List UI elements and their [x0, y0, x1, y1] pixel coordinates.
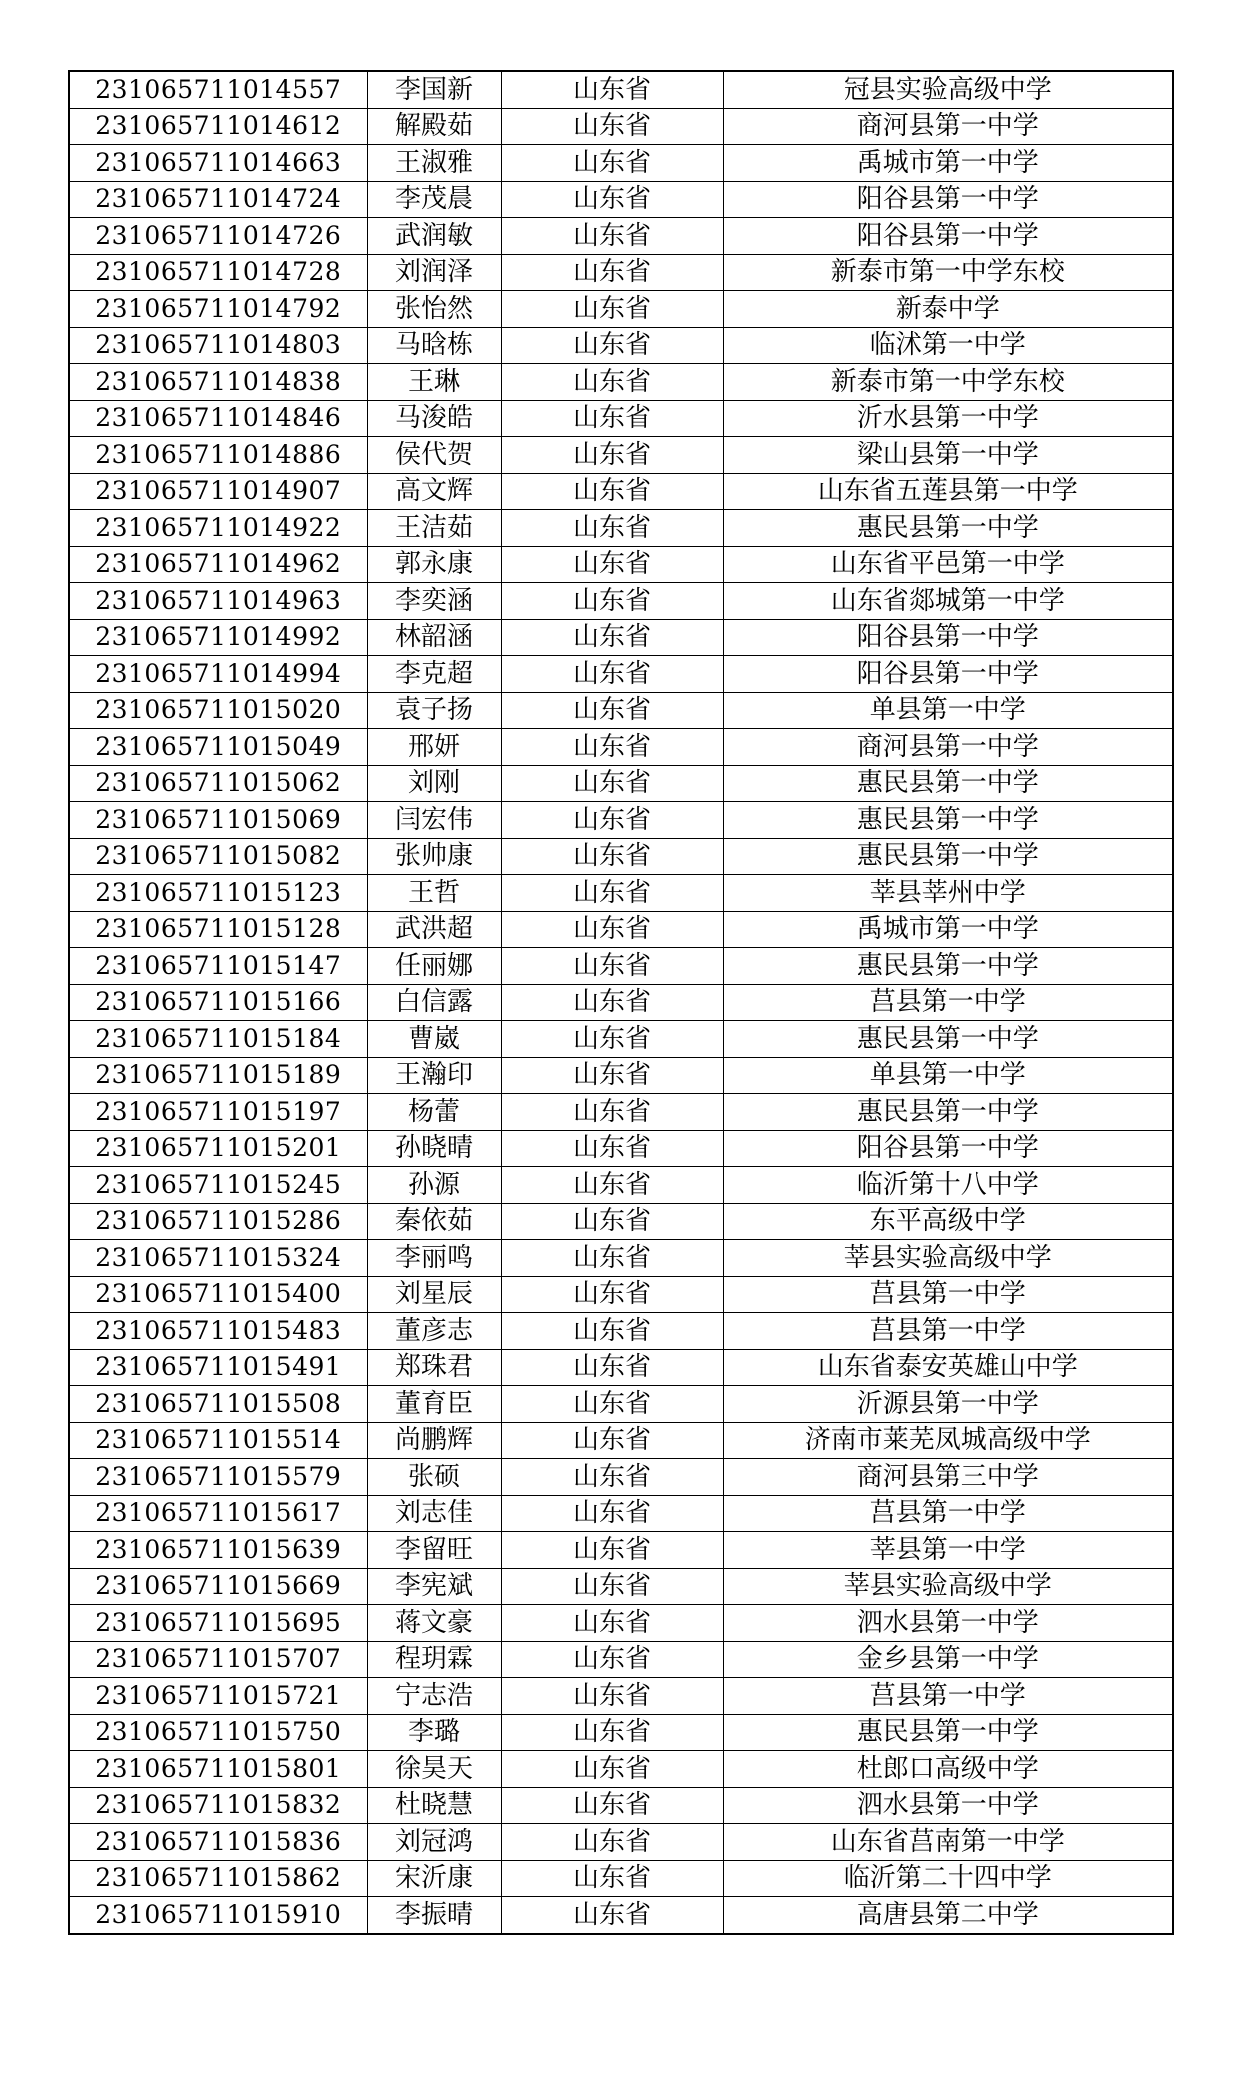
school-cell: 山东省莒南第一中学: [723, 1824, 1173, 1861]
exam-id-cell: 231065711014838: [69, 364, 367, 401]
student-name-cell: 白信露: [367, 984, 501, 1021]
school-cell: 山东省平邑第一中学: [723, 546, 1173, 583]
school-cell: 单县第一中学: [723, 1057, 1173, 1094]
exam-id-cell: 231065711014728: [69, 254, 367, 291]
student-name-cell: 马浚皓: [367, 400, 501, 437]
school-cell: 惠民县第一中学: [723, 1094, 1173, 1131]
province-cell: 山东省: [501, 875, 723, 912]
exam-id-cell: 231065711015123: [69, 875, 367, 912]
table-row: [69, 1276, 1173, 1313]
student-name-cell: 侯代贺: [367, 437, 501, 474]
school-cell: 新泰中学: [723, 291, 1173, 328]
exam-id-cell: 231065711015707: [69, 1641, 367, 1678]
school-cell: 金乡县第一中学: [723, 1641, 1173, 1678]
school-cell: 莒县第一中学: [723, 1276, 1173, 1313]
student-name-cell: 李留旺: [367, 1532, 501, 1569]
table-row: [69, 327, 1173, 364]
province-cell: 山东省: [501, 619, 723, 656]
exam-id-cell: 231065711015508: [69, 1386, 367, 1423]
school-cell: 新泰市第一中学东校: [723, 364, 1173, 401]
table-row: [69, 437, 1173, 474]
exam-id-cell: 231065711015201: [69, 1130, 367, 1167]
table-row: [69, 1349, 1173, 1386]
student-name-cell: 李国新: [367, 71, 501, 108]
exam-id-cell: 231065711015639: [69, 1532, 367, 1569]
school-cell: 商河县第一中学: [723, 108, 1173, 145]
exam-id-cell: 231065711015020: [69, 692, 367, 729]
student-name-cell: 高文辉: [367, 473, 501, 510]
table-row: [69, 364, 1173, 401]
student-name-cell: 武洪超: [367, 911, 501, 948]
student-name-cell: 王琳: [367, 364, 501, 401]
student-name-cell: 蒋文豪: [367, 1605, 501, 1642]
student-name-cell: 刘润泽: [367, 254, 501, 291]
table-row: [69, 875, 1173, 912]
exam-id-cell: 231065711015049: [69, 729, 367, 766]
exam-id-cell: 231065711015832: [69, 1787, 367, 1824]
school-cell: 临沂第十八中学: [723, 1167, 1173, 1204]
province-cell: 山东省: [501, 1276, 723, 1313]
exam-id-cell: 231065711015695: [69, 1605, 367, 1642]
student-name-cell: 郑珠君: [367, 1349, 501, 1386]
student-name-cell: 王淑雅: [367, 145, 501, 182]
exam-id-cell: 231065711015069: [69, 802, 367, 839]
school-cell: 惠民县第一中学: [723, 838, 1173, 875]
school-cell: 商河县第三中学: [723, 1459, 1173, 1496]
student-name-cell: 张怡然: [367, 291, 501, 328]
exam-id-cell: 231065711015197: [69, 1094, 367, 1131]
school-cell: 冠县实验高级中学: [723, 71, 1173, 108]
school-cell: 惠民县第一中学: [723, 802, 1173, 839]
student-name-cell: 袁子扬: [367, 692, 501, 729]
province-cell: 山东省: [501, 1824, 723, 1861]
exam-id-cell: 231065711015286: [69, 1203, 367, 1240]
student-name-cell: 闫宏伟: [367, 802, 501, 839]
table-row: [69, 1714, 1173, 1751]
student-name-cell: 杨蕾: [367, 1094, 501, 1131]
exam-id-cell: 231065711015483: [69, 1313, 367, 1350]
province-cell: 山东省: [501, 1897, 723, 1934]
exam-id-cell: 231065711014724: [69, 181, 367, 218]
province-cell: 山东省: [501, 400, 723, 437]
school-cell: 莘县实验高级中学: [723, 1568, 1173, 1605]
province-cell: 山东省: [501, 984, 723, 1021]
student-name-cell: 李奕涵: [367, 583, 501, 620]
exam-id-cell: 231065711015189: [69, 1057, 367, 1094]
table-row: [69, 692, 1173, 729]
school-cell: 山东省郯城第一中学: [723, 583, 1173, 620]
province-cell: 山东省: [501, 327, 723, 364]
school-cell: 单县第一中学: [723, 692, 1173, 729]
roster-body: [69, 71, 1173, 1934]
exam-id-cell: 231065711014663: [69, 145, 367, 182]
school-cell: 济南市莱芜凤城高级中学: [723, 1422, 1173, 1459]
student-name-cell: 秦依茹: [367, 1203, 501, 1240]
student-name-cell: 武润敏: [367, 218, 501, 255]
student-name-cell: 马晗栋: [367, 327, 501, 364]
student-name-cell: 曹崴: [367, 1021, 501, 1058]
table-row: [69, 984, 1173, 1021]
student-name-cell: 徐昊天: [367, 1751, 501, 1788]
school-cell: 莒县第一中学: [723, 1313, 1173, 1350]
school-cell: 新泰市第一中学东校: [723, 254, 1173, 291]
province-cell: 山东省: [501, 1094, 723, 1131]
student-name-cell: 王哲: [367, 875, 501, 912]
school-cell: 东平高级中学: [723, 1203, 1173, 1240]
student-name-cell: 张硕: [367, 1459, 501, 1496]
province-cell: 山东省: [501, 583, 723, 620]
table-row: [69, 911, 1173, 948]
student-name-cell: 刘星辰: [367, 1276, 501, 1313]
student-name-cell: 张帅康: [367, 838, 501, 875]
province-cell: 山东省: [501, 1240, 723, 1277]
exam-id-cell: 231065711015801: [69, 1751, 367, 1788]
exam-id-cell: 231065711014557: [69, 71, 367, 108]
table-row: [69, 1605, 1173, 1642]
province-cell: 山东省: [501, 145, 723, 182]
exam-id-cell: 231065711015324: [69, 1240, 367, 1277]
school-cell: 阳谷县第一中学: [723, 619, 1173, 656]
province-cell: 山东省: [501, 1678, 723, 1715]
school-cell: 泗水县第一中学: [723, 1787, 1173, 1824]
province-cell: 山东省: [501, 108, 723, 145]
province-cell: 山东省: [501, 656, 723, 693]
table-row: [69, 1641, 1173, 1678]
exam-id-cell: 231065711015862: [69, 1860, 367, 1897]
province-cell: 山东省: [501, 1021, 723, 1058]
table-row: [69, 71, 1173, 108]
province-cell: 山东省: [501, 911, 723, 948]
province-cell: 山东省: [501, 1532, 723, 1569]
province-cell: 山东省: [501, 1568, 723, 1605]
table-row: [69, 145, 1173, 182]
school-cell: 莒县第一中学: [723, 984, 1173, 1021]
province-cell: 山东省: [501, 1459, 723, 1496]
table-row: [69, 1568, 1173, 1605]
table-row: [69, 1495, 1173, 1532]
exam-id-cell: 231065711015128: [69, 911, 367, 948]
student-name-cell: 宋沂康: [367, 1860, 501, 1897]
table-row: [69, 1313, 1173, 1350]
province-cell: 山东省: [501, 692, 723, 729]
student-name-cell: 董育臣: [367, 1386, 501, 1423]
student-name-cell: 解殿茹: [367, 108, 501, 145]
province-cell: 山东省: [501, 71, 723, 108]
table-row: [69, 1532, 1173, 1569]
student-name-cell: 李宪斌: [367, 1568, 501, 1605]
school-cell: 阳谷县第一中学: [723, 1130, 1173, 1167]
province-cell: 山东省: [501, 1495, 723, 1532]
exam-id-cell: 231065711014963: [69, 583, 367, 620]
province-cell: 山东省: [501, 838, 723, 875]
exam-id-cell: 231065711014803: [69, 327, 367, 364]
school-cell: 泗水县第一中学: [723, 1605, 1173, 1642]
exam-id-cell: 231065711015617: [69, 1495, 367, 1532]
school-cell: 临沂第二十四中学: [723, 1860, 1173, 1897]
table-row: [69, 802, 1173, 839]
student-name-cell: 董彦志: [367, 1313, 501, 1350]
exam-id-cell: 231065711015514: [69, 1422, 367, 1459]
student-name-cell: 刘冠鸿: [367, 1824, 501, 1861]
table-row: [69, 838, 1173, 875]
exam-id-cell: 231065711015750: [69, 1714, 367, 1751]
table-row: [69, 510, 1173, 547]
student-name-cell: 林韶涵: [367, 619, 501, 656]
table-row: [69, 948, 1173, 985]
province-cell: 山东省: [501, 729, 723, 766]
exam-id-cell: 231065711014994: [69, 656, 367, 693]
school-cell: 惠民县第一中学: [723, 765, 1173, 802]
school-cell: 禹城市第一中学: [723, 145, 1173, 182]
exam-id-cell: 231065711014612: [69, 108, 367, 145]
table-row: [69, 1240, 1173, 1277]
school-cell: 禹城市第一中学: [723, 911, 1173, 948]
exam-id-cell: 231065711014726: [69, 218, 367, 255]
table-row: [69, 400, 1173, 437]
table-row: [69, 1094, 1173, 1131]
province-cell: 山东省: [501, 1167, 723, 1204]
table-row: [69, 254, 1173, 291]
school-cell: 沂源县第一中学: [723, 1386, 1173, 1423]
exam-id-cell: 231065711015062: [69, 765, 367, 802]
student-name-cell: 李茂晨: [367, 181, 501, 218]
school-cell: 高唐县第二中学: [723, 1897, 1173, 1934]
table-row: [69, 291, 1173, 328]
school-cell: 莒县第一中学: [723, 1495, 1173, 1532]
student-name-cell: 王瀚印: [367, 1057, 501, 1094]
table-row: [69, 1203, 1173, 1240]
province-cell: 山东省: [501, 1313, 723, 1350]
province-cell: 山东省: [501, 1714, 723, 1751]
table-row: [69, 583, 1173, 620]
school-cell: 阳谷县第一中学: [723, 181, 1173, 218]
school-cell: 惠民县第一中学: [723, 1021, 1173, 1058]
school-cell: 莒县第一中学: [723, 1678, 1173, 1715]
exam-id-cell: 231065711015491: [69, 1349, 367, 1386]
table-row: [69, 1824, 1173, 1861]
student-name-cell: 刘刚: [367, 765, 501, 802]
school-cell: 商河县第一中学: [723, 729, 1173, 766]
student-name-cell: 宁志浩: [367, 1678, 501, 1715]
exam-id-cell: 231065711014962: [69, 546, 367, 583]
exam-id-cell: 231065711015082: [69, 838, 367, 875]
student-name-cell: 李丽鸣: [367, 1240, 501, 1277]
province-cell: 山东省: [501, 291, 723, 328]
province-cell: 山东省: [501, 1751, 723, 1788]
exam-id-cell: 231065711015184: [69, 1021, 367, 1058]
exam-id-cell: 231065711014992: [69, 619, 367, 656]
school-cell: 临沭第一中学: [723, 327, 1173, 364]
school-cell: 阳谷县第一中学: [723, 218, 1173, 255]
school-cell: 山东省泰安英雄山中学: [723, 1349, 1173, 1386]
table-row: [69, 1422, 1173, 1459]
student-name-cell: 李振晴: [367, 1897, 501, 1934]
roster-table: [68, 70, 1174, 1935]
province-cell: 山东省: [501, 1203, 723, 1240]
student-name-cell: 李克超: [367, 656, 501, 693]
school-cell: 莘县第一中学: [723, 1532, 1173, 1569]
student-name-cell: 孙晓晴: [367, 1130, 501, 1167]
student-name-cell: 王洁茹: [367, 510, 501, 547]
province-cell: 山东省: [501, 254, 723, 291]
province-cell: 山东省: [501, 510, 723, 547]
exam-id-cell: 231065711015166: [69, 984, 367, 1021]
school-cell: 沂水县第一中学: [723, 400, 1173, 437]
school-cell: 杜郎口高级中学: [723, 1751, 1173, 1788]
exam-id-cell: 231065711015669: [69, 1568, 367, 1605]
table-row: [69, 1386, 1173, 1423]
table-row: [69, 1459, 1173, 1496]
exam-id-cell: 231065711014792: [69, 291, 367, 328]
province-cell: 山东省: [501, 1130, 723, 1167]
table-row: [69, 656, 1173, 693]
table-row: [69, 619, 1173, 656]
table-row: [69, 473, 1173, 510]
table-row: [69, 108, 1173, 145]
student-name-cell: 孙源: [367, 1167, 501, 1204]
table-row: [69, 1057, 1173, 1094]
exam-id-cell: 231065711015400: [69, 1276, 367, 1313]
province-cell: 山东省: [501, 546, 723, 583]
province-cell: 山东省: [501, 1860, 723, 1897]
province-cell: 山东省: [501, 1422, 723, 1459]
province-cell: 山东省: [501, 1605, 723, 1642]
table-row: [69, 1897, 1173, 1934]
school-cell: 梁山县第一中学: [723, 437, 1173, 474]
student-name-cell: 郭永康: [367, 546, 501, 583]
school-cell: 惠民县第一中学: [723, 1714, 1173, 1751]
province-cell: 山东省: [501, 181, 723, 218]
exam-id-cell: 231065711014907: [69, 473, 367, 510]
province-cell: 山东省: [501, 1641, 723, 1678]
table-row: [69, 729, 1173, 766]
table-row: [69, 1167, 1173, 1204]
table-row: [69, 1787, 1173, 1824]
exam-id-cell: 231065711014846: [69, 400, 367, 437]
exam-id-cell: 231065711015579: [69, 1459, 367, 1496]
school-cell: 莘县实验高级中学: [723, 1240, 1173, 1277]
student-name-cell: 李璐: [367, 1714, 501, 1751]
table-row: [69, 1678, 1173, 1715]
province-cell: 山东省: [501, 802, 723, 839]
province-cell: 山东省: [501, 948, 723, 985]
exam-id-cell: 231065711015245: [69, 1167, 367, 1204]
school-cell: 莘县莘州中学: [723, 875, 1173, 912]
exam-id-cell: 231065711014886: [69, 437, 367, 474]
province-cell: 山东省: [501, 765, 723, 802]
student-name-cell: 杜晓慧: [367, 1787, 501, 1824]
exam-id-cell: 231065711015910: [69, 1897, 367, 1934]
table-row: [69, 218, 1173, 255]
table-row: [69, 1021, 1173, 1058]
province-cell: 山东省: [501, 1349, 723, 1386]
table-row: [69, 1751, 1173, 1788]
exam-id-cell: 231065711015147: [69, 948, 367, 985]
province-cell: 山东省: [501, 437, 723, 474]
student-name-cell: 尚鹏辉: [367, 1422, 501, 1459]
province-cell: 山东省: [501, 473, 723, 510]
student-name-cell: 程玥霖: [367, 1641, 501, 1678]
table-row: [69, 181, 1173, 218]
school-cell: 山东省五莲县第一中学: [723, 473, 1173, 510]
province-cell: 山东省: [501, 1386, 723, 1423]
province-cell: 山东省: [501, 1787, 723, 1824]
school-cell: 惠民县第一中学: [723, 948, 1173, 985]
exam-id-cell: 231065711014922: [69, 510, 367, 547]
school-cell: 惠民县第一中学: [723, 510, 1173, 547]
province-cell: 山东省: [501, 218, 723, 255]
province-cell: 山东省: [501, 364, 723, 401]
exam-id-cell: 231065711015836: [69, 1824, 367, 1861]
table-row: [69, 1860, 1173, 1897]
table-row: [69, 546, 1173, 583]
student-name-cell: 任丽娜: [367, 948, 501, 985]
province-cell: 山东省: [501, 1057, 723, 1094]
student-name-cell: 邢妍: [367, 729, 501, 766]
school-cell: 阳谷县第一中学: [723, 656, 1173, 693]
student-name-cell: 刘志佳: [367, 1495, 501, 1532]
table-row: [69, 765, 1173, 802]
table-row: [69, 1130, 1173, 1167]
exam-id-cell: 231065711015721: [69, 1678, 367, 1715]
